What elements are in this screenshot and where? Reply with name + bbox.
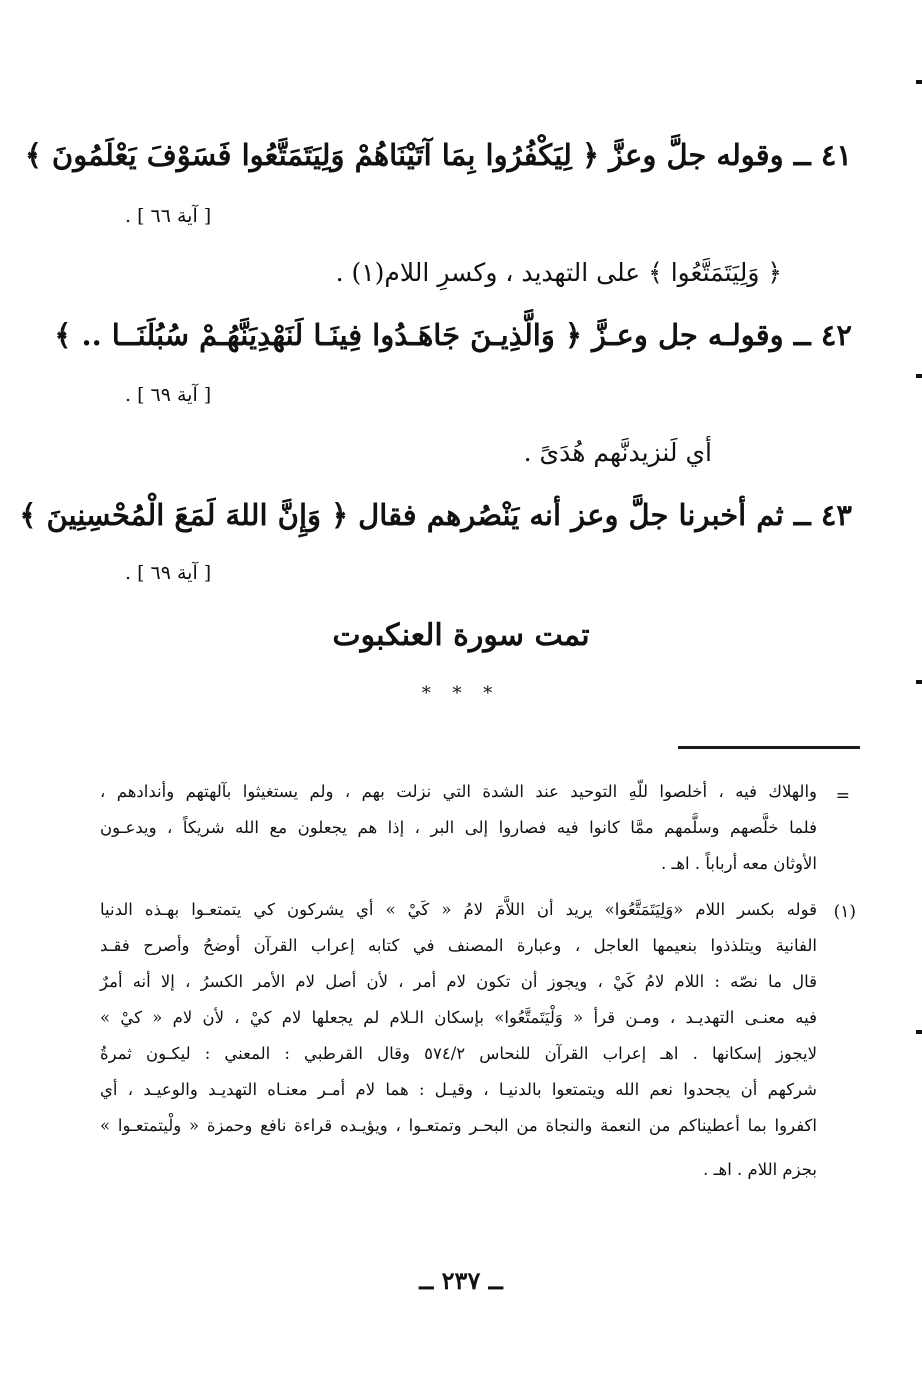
footnote-1-line: بجزم اللام . اهـ . — [703, 1160, 817, 1179]
verse-42-reference: [ آية ٦٩ ] . — [125, 384, 212, 406]
surah-end-title: تمت سورة العنكبوت — [332, 618, 590, 653]
footnote-cont-line: فلما خلَّصهم وسلَّمهم ممَّا كانوا فيه فصاروا إلى البر ، إذا هم يجعلون مع الله شريكاً ، ويدعـون — [100, 818, 817, 837]
footnote-continuation-mark: = — [835, 786, 850, 806]
footnote-1-line: قوله بكسر اللام «وَلِيَتَمَتَّعُوا» يريد أن اللاَّمَ لامُ « كَيْ » أي يشركون كي يتمتعـوا بهـذه الدنيا — [100, 900, 817, 919]
scan-edge-mark — [916, 680, 922, 684]
verse-41-reference: [ آية ٦٦ ] . — [125, 205, 212, 227]
section-separator: * * * — [421, 683, 501, 704]
scan-edge-mark — [916, 80, 922, 84]
verse-43: ٤٣ ــ ثم أخبرنا جلَّ وعز أنه يَنْصُرهم فقال ﴿ وَإِنَّ اللهَ لَمَعَ الْمُحْسِنِينَ ﴾ — [19, 498, 852, 532]
footnote-1-line: شركهم أن يجحدوا نعم الله ويتمتعوا بالدنيـا ، وقيـل : هما لام أمـر معنـاه التهديـد والوعيـد ، أي — [100, 1080, 817, 1099]
verse-42-note: أي لَنزيدنَّهم هُدَىً . — [523, 438, 712, 467]
scan-edge-mark — [916, 374, 922, 378]
verse-41: ٤١ ــ وقوله جلَّ وعزَّ ﴿ لِيَكْفُرُوا بِمَا آتَيْنَاهُمْ وَلِيَتَمَتَّعُوا فَسَوْفَ يَعْلَمُونَ ﴾ — [24, 138, 852, 172]
footnote-cont-line: والهلاك فيه ، أخلصوا للّهِ التوحيد عند الشدة التي نزلت بهم ، ولم يستغيثوا بآلهتهم وأندادهم ، — [100, 782, 817, 801]
footnote-1-marker: (١) — [833, 902, 856, 922]
footnote-1-line: قال ما نصّه : اللام لامُ كَيْ ، ويجوز أن تكون لام أمر ، لأن أصل لام الأمر الكسرُ ، إلا أنه أمرٌ — [100, 972, 817, 991]
page-number: ــ ٢٣٧ ــ — [419, 1266, 503, 1295]
footnote-rule — [678, 746, 860, 749]
scan-edge-mark — [916, 1030, 922, 1034]
footnote-1-line: فيه معنـى التهديـد ، ومـن قرأ « وَلْيَتَمتَّعُوا» بإسكان الـلام لم يجعلها لام كيْ ، لأن لام « كيْ » — [100, 1008, 817, 1027]
footnote-1-line: اكفروا بما أعطيناكم من النعمة والنجاة من البحـر وتمتعـوا ، ويؤيـده قراءة نافع وحمزة « ولْيتمتعـوا » — [100, 1116, 817, 1135]
footnote-1-line: الفانية ويتلذذوا بنعيمها العاجل ، وعبارة المصنف في كتابه إعراب القرآن أوضحُ وأصرح فقـد — [100, 936, 817, 955]
footnote-cont-line: الأوثان معه أرباباً . اهـ . — [661, 854, 817, 873]
verse-42: ٤٢ ــ وقولـه جل وعـزَّ ﴿ وَالَّذِيـنَ جَاهَـدُوا فِينَـا لَنَهْدِيَنَّهُـمْ سُبُلَنَــا .. ﴾ — [54, 318, 852, 352]
footnote-1-line: لايجوز إسكانها . اهـ إعراب القرآن للنحاس ٥٧٤/٢ وقال القرطبي : المعني : ليكـون ثمرةُ — [100, 1044, 818, 1063]
verse-43-reference: [ آية ٦٩ ] . — [125, 562, 212, 584]
verse-41-note: ﴿ وَلِيَتَمَتَّعُوا ﴾ على التهديد ، وكسرِ اللام(١) . — [335, 258, 782, 287]
